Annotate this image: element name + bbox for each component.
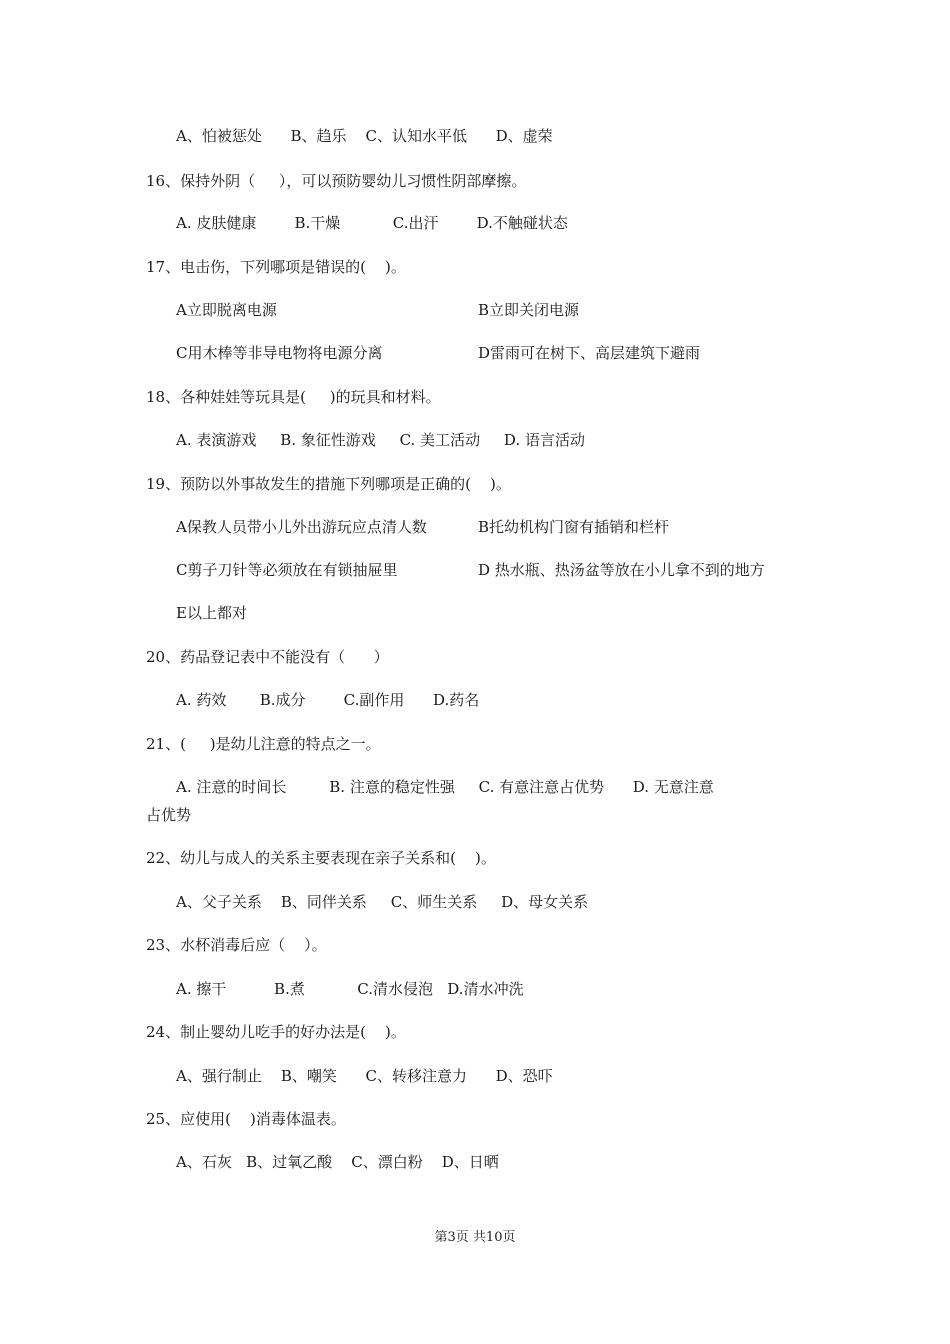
q21-options-line1: A. 注意的时间长 B. 注意的稳定性强 C. 有意注意占优势 D. 无意注意 [176, 778, 714, 796]
q24-stem: 24、制止婴幼儿吃手的好办法是( )。 [146, 1023, 406, 1041]
q17-option-a: A立即脱离电源 [176, 301, 277, 319]
q20-options: A. 药效 B.成分 C.副作用 D.药名 [176, 691, 480, 709]
q19-option-a: A保教人员带小儿外出游玩应点清人数 [176, 518, 427, 536]
q25-options: A、石灰 B、过氧乙酸 C、漂白粉 D、日晒 [176, 1153, 499, 1171]
q16-stem: 16、保持外阴（ ），可以预防婴幼儿习惯性阴部摩擦。 [146, 172, 527, 190]
q20-stem: 20、药品登记表中不能没有（ ） [146, 648, 389, 666]
q24-options: A、强行制止 B、嘲笑 C、转移注意力 D、恐吓 [176, 1067, 553, 1085]
q19-stem: 19、预防以外事故发生的措施下列哪项是正确的( )。 [146, 475, 511, 493]
q17-stem: 17、电击伤，下列哪项是错误的( )。 [146, 258, 406, 276]
q18-stem: 18、各种娃娃等玩具是( )的玩具和材料。 [146, 388, 441, 406]
q16-options: A. 皮肤健康 B.干燥 C.出汗 D.不触碰状态 [176, 214, 568, 232]
q23-options: A. 擦干 B.煮 C.清水侵泡 D.清水冲洗 [176, 980, 524, 998]
q19-option-e: E以上都对 [176, 604, 247, 622]
q17-option-d: D雷雨可在树下、高层建筑下避雨 [478, 344, 701, 362]
q17-option-c: C用木棒等非导电物将电源分离 [176, 344, 383, 362]
q22-options: A、父子关系 B、同伴关系 C、师生关系 D、母女关系 [176, 893, 589, 911]
q18-options: A. 表演游戏 B. 象征性游戏 C. 美工活动 D. 语言活动 [176, 431, 585, 449]
q19-option-d: D 热水瓶、热汤盆等放在小儿拿不到的地方 [478, 561, 765, 579]
q17-option-b: B立即关闭电源 [478, 301, 580, 319]
q22-stem: 22、幼儿与成人的关系主要表现在亲子关系和( )。 [146, 849, 496, 867]
q19-option-c: C剪子刀针等必须放在有锁抽屉里 [176, 561, 398, 579]
q25-stem: 25、应使用( )消毒体温表。 [146, 1110, 346, 1128]
q23-stem: 23、水杯消毒后应（ ）。 [146, 936, 327, 954]
q21-stem: 21、( )是幼儿注意的特点之一。 [146, 735, 381, 753]
q19-option-b: B托幼机构门窗有插销和栏杆 [478, 518, 670, 536]
q21-options-line2: 占优势 [146, 806, 192, 824]
page-number: 第3页 共10页 [434, 1230, 516, 1245]
q15-options: A、怕被惩处 B、趋乐 C、认知水平低 D、虚荣 [176, 127, 553, 145]
